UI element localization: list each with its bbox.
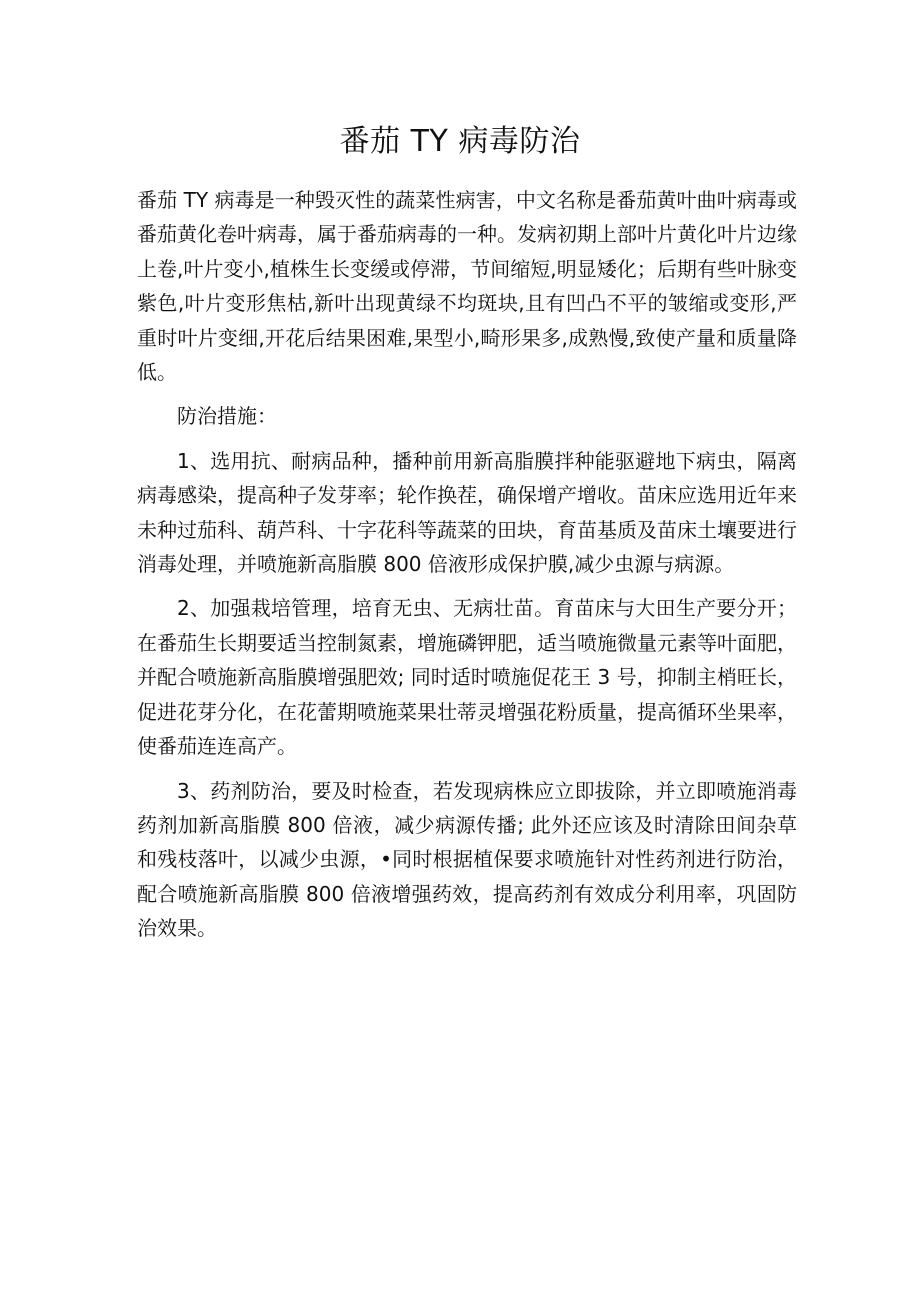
measures-heading: 防治措施： [177, 404, 277, 429]
document-body [137, 183, 797, 946]
measure-paragraph-2: 2、加强栽培管理，培育无虫、无病壮苗。育苗床与大田生产要分开；在番茄生长期要适当控制氮素，增施磷钾肥，适当喷施微量元素等叶面肥，并配合喷施新高脂膜增强肥效; 同时适时喷施促花王 3 号，抑制主梢旺长，促进花芽分化，在花蕾期喷施菜果壮蒂灵增强花粉质量，提高循环坐果率，使番茄连连高产。 [137, 596, 797, 759]
intro-paragraph: 番茄 TY 病毒是一种毁灭性的蔬菜性病害，中文名称是番茄黄叶曲叶病毒或番茄黄化卷叶病毒，属于番茄病毒的一种。发病初期上部叶片黄化叶片边缘上卷,叶片变小,植株生长变缓或停滞，节间缩短,明显矮化；后期有些叶脉变紫色,叶片变形焦枯,新叶出现黄绿不均斑块,且有凹凸不平的皱缩或变形,严重时叶片变细,开花后结果困难,果型小,畸形果多,成熟慢,致使产量和质量降低。 [137, 188, 797, 385]
measure-paragraph-3: 3、药剂防治，要及时检查，若发现病株应立即拔除，并立即喷施消毒药剂加新高脂膜 800 倍液，减少病源传播; 此外还应该及时清除田间杂草和残枝落叶，以减少虫源，•同时根据植保要求喷施针对性药剂进行防治，配合喷施新高脂膜 800 倍液增强药效，提高药剂有效成分利用率，巩固防治效果。 [137, 778, 797, 941]
measure-paragraph-1: 1、选用抗、耐病品种，播种前用新高脂膜拌种能驱避地下病虫，隔离病毒感染，提高种子发芽率；轮作换茬，确保增产增收。苗床应选用近年来未种过茄科、葫芦科、十字花科等蔬菜的田块，育苗基质及苗床土壤要进行消毒处理，并喷施新高脂膜 800 倍液形成保护膜,减少虫源与病源。 [137, 448, 797, 577]
document-title: 番茄 TY 病毒防治 [339, 124, 581, 159]
